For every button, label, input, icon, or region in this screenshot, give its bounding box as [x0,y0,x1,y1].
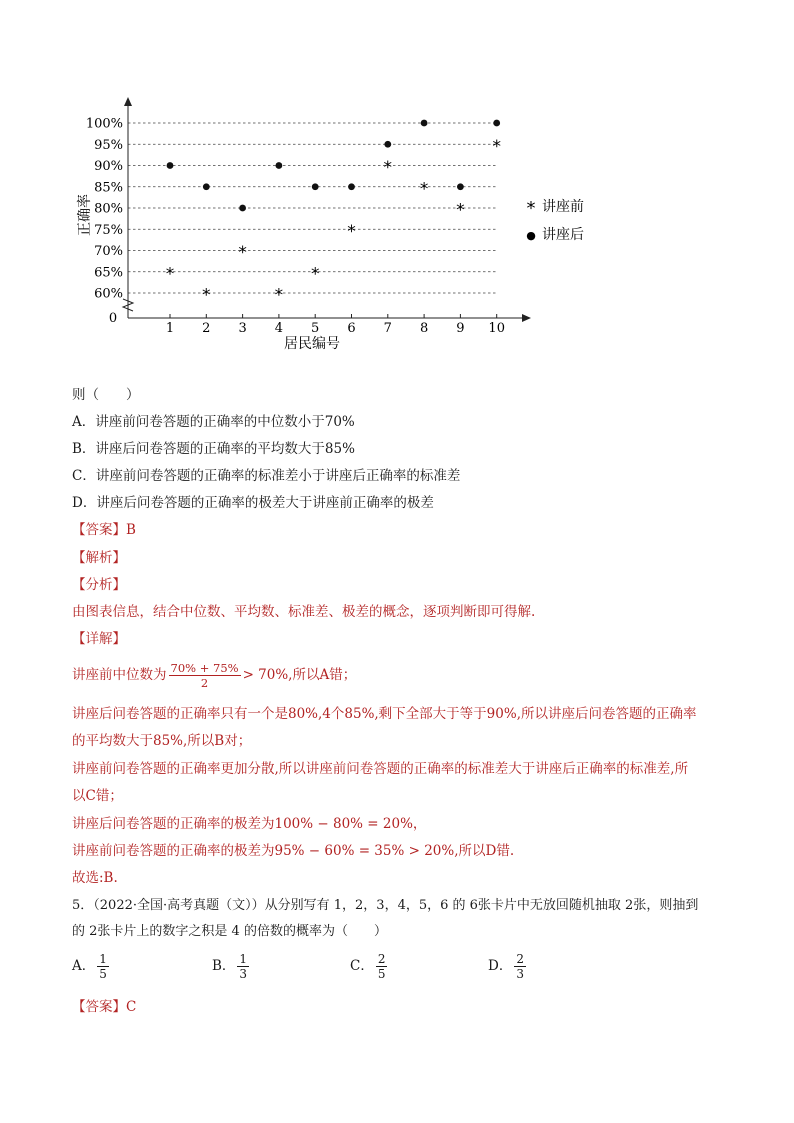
point-before: * [492,136,501,157]
q5-c-num: 2 [377,952,386,966]
detail-line-2b: 的平均数大于85%,所以B对； [72,733,252,749]
x-tick-label: 1 [165,321,175,336]
point-after [203,183,210,190]
point-after [312,183,319,190]
y-tick-label: 100% [85,116,123,132]
q5-b-den: 3 [239,967,248,981]
q5-option-c [350,952,389,981]
q5-line-2: 的 2张卡片上的数字之积是 4 的倍数的概率为（ ） [72,924,387,939]
x-axis-arrow [522,314,531,322]
x-tick-label: 6 [347,321,356,336]
q5-option-a-label: A． [72,958,96,974]
legend-label-after: 讲座后 [542,227,584,243]
detail-line-3b: 以C错； [72,788,123,804]
point-after [239,205,246,212]
detail-line-1 [72,660,356,690]
point-before: * [347,221,356,242]
x-axis-label: 居民编号 [284,336,340,352]
question-prompt: 则（ ） [72,387,140,403]
fenxi-label: 【分析】 [72,577,126,593]
q5-a-den: 5 [99,967,107,981]
detail-label: 【详解】 [72,631,126,647]
detail-line-4: 讲座后问卷答题的正确率的极差为100% − 80% = 20%， [72,816,427,832]
x-tick-label: 7 [383,321,392,336]
option-d: D．讲座后问卷答题的正确率的极差大于讲座前正确率的极差 [72,495,434,511]
x-tick-label: 5 [311,321,320,336]
q5-option-b-fraction [237,952,249,981]
y-origin-label: 0 [108,311,118,326]
q5-b-num: 1 [239,952,248,966]
answer-label: 【答案】B [72,522,136,538]
legend-marker-after: ● [526,229,536,242]
legend-label-before: 讲座前 [542,199,584,215]
q5-d-num: 2 [516,952,524,966]
point-before: * [274,285,284,306]
axes [123,97,531,322]
option-b: B．讲座后问卷答题的正确率的平均数大于85% [72,441,355,457]
x-tick-label: 3 [238,321,247,336]
q5-option-b [212,952,251,981]
q5-option-a [72,952,111,981]
scatter-chart [0,0,794,360]
legend-marker-before: * [526,198,536,219]
option-a: A．讲座前问卷答题的正确率的中位数小于70% [72,414,355,430]
option-c: C．讲座前问卷答题的正确率的标准差小于讲座后正确率的标准差 [72,468,461,484]
point-before: * [165,264,175,285]
point-after [167,162,174,169]
point-before: * [419,179,429,200]
q5-option-d-label: D． [488,958,513,974]
point-after [421,120,428,127]
point-before: * [383,158,393,178]
fenxi-text: 由图表信息，结合中位数、平均数、标准差、极差的概念，逐项判断即可得解. [72,604,536,620]
q5-d-den: 3 [516,967,524,981]
analysis-label: 【解析】 [72,550,126,566]
axis-break-icon [123,299,133,311]
point-after [348,183,355,190]
point-after [493,120,500,127]
y-tick-label: 65% [94,265,123,281]
q5-option-d-fraction [514,952,526,981]
q5-line-1: 5．（2022·全国·高考真题（文））从分别写有 1，2，3，4，5，6 的 6张卡片中无放回随机抽取 2张，则抽到 [72,898,699,913]
q5-option-b-label: B． [212,958,236,974]
detail-line-3a: 讲座前问卷答题的正确率更加分散,所以讲座前问卷答题的正确率的标准差大于讲座后正确率的标准差,所 [72,761,689,777]
point-after [384,141,391,148]
y-tick-label: 95% [94,137,123,153]
x-tick-labels [166,314,505,336]
q5-option-d [488,952,528,981]
y-tick-label: 75% [94,222,123,238]
x-tick-label: 2 [202,321,211,336]
q5-option-c-label: C． [350,958,374,974]
y-axis-arrow [124,97,132,106]
fraction-denominator: 2 [200,676,209,690]
fraction-numerator: 70% + 75% [170,661,239,675]
point-before: * [310,264,320,285]
y-axis-label: 正确率 [77,194,93,236]
y-tick-label: 80% [94,201,123,217]
median-fraction [169,661,241,690]
x-tick-label: 9 [456,321,465,336]
point-after [457,183,464,190]
y-tick-label: 90% [94,159,123,174]
x-tick-label: 4 [274,321,284,336]
legend [526,198,584,243]
detail1-pre: 讲座前中位数为 [72,667,167,683]
y-tick-label: 85% [94,180,123,196]
q5-c-den: 5 [377,967,386,981]
point-before: * [456,200,465,221]
detail1-post: > 70%,所以A错； [242,667,357,683]
data-points [166,120,501,306]
point-after [276,162,283,169]
y-tick-label: 60% [94,286,123,302]
q5-a-num: 1 [99,952,107,966]
point-before: * [238,243,247,263]
x-tick-label: 10 [488,321,505,336]
conclusion: 故选:B. [72,870,118,886]
point-before: * [202,285,211,306]
detail-line-2a: 讲座后问卷答题的正确率只有一个是80%,4个85%,剩下全部大于等于90%,所以讲座后问卷答题的正确率 [72,706,697,722]
detail-line-5: 讲座前问卷答题的正确率的极差为95% − 60% = 35% > 20%,所以D错. [72,843,515,859]
x-tick-label: 8 [419,321,429,336]
q5-option-a-fraction [97,952,109,981]
q5-answer: 【答案】C [72,999,137,1015]
q5-option-c-fraction [376,952,388,981]
y-tick-label: 70% [94,244,123,259]
